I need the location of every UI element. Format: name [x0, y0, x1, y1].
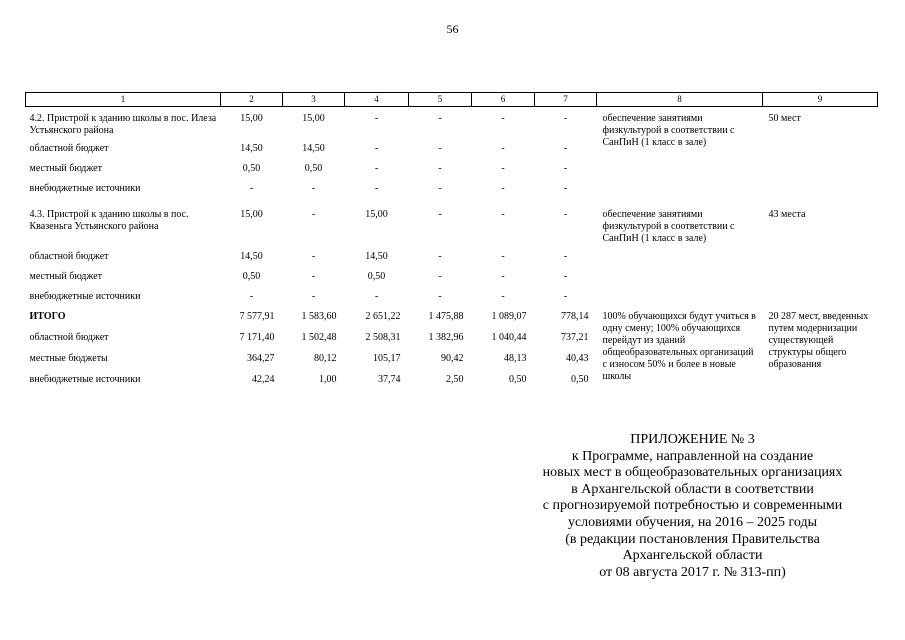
value-cell: 2 651,22	[365, 311, 401, 322]
value-cell: 7 577,91	[239, 311, 275, 322]
appendix-line: (в редакции постановления Правительства	[565, 531, 820, 547]
total-label: ИТОГО	[29, 311, 66, 322]
value-cell: 14,50	[240, 143, 263, 154]
row-label: внебюджетные источники	[29, 183, 141, 194]
result-indicator: 43 места	[768, 209, 806, 220]
value-cell: -	[563, 209, 568, 220]
result-description: обеспечение занятиями физкультурой в соответствии с СанПиН (1 класс в зале)	[602, 113, 735, 148]
value-cell: -	[501, 209, 505, 220]
value-cell: -	[438, 271, 442, 282]
value-cell: 14,50	[302, 143, 325, 154]
header-cell: 4	[345, 93, 409, 107]
appendix-line: в Архангельской области в соответствии	[571, 481, 814, 497]
value-cell: -	[374, 183, 379, 194]
value-cell: -	[438, 113, 442, 124]
value-cell: -	[311, 251, 316, 262]
value-cell: 15,00	[302, 113, 325, 124]
value-cell: 15,00	[240, 113, 263, 124]
value-cell: 42,24	[252, 374, 275, 385]
value-cell: -	[501, 251, 505, 262]
value-cell: -	[438, 163, 442, 174]
row-label: областной бюджет	[29, 251, 109, 262]
value-cell: 15,00	[365, 209, 388, 220]
value-cell: 1 382,96	[428, 332, 464, 343]
row-label: областной бюджет	[29, 143, 109, 154]
value-cell: -	[311, 183, 316, 194]
value-cell: -	[563, 113, 568, 124]
value-cell: 14,50	[240, 251, 263, 262]
value-cell: 1,00	[319, 374, 337, 385]
header-cell: 9	[763, 93, 878, 107]
value-cell: -	[501, 271, 505, 282]
row-label: 4.3. Пристрой к зданию школы в пос. Квазеньга Устьянского района	[29, 209, 189, 232]
header-cell: 3	[283, 93, 345, 107]
value-cell: 48,13	[504, 353, 527, 364]
value-cell: -	[438, 209, 442, 220]
value-cell: -	[501, 163, 505, 174]
value-cell: -	[438, 143, 442, 154]
value-cell: -	[438, 291, 442, 302]
appendix-line: к Программе, направленной на создание	[571, 448, 814, 464]
header-cell: 1	[26, 93, 221, 107]
value-cell: 0,50	[367, 271, 386, 282]
row-label: внебюджетные источники	[29, 291, 141, 302]
value-cell: -	[563, 291, 568, 302]
result-description: обеспечение занятиями физкультурой в соответствии с СанПиН (1 класс в зале)	[602, 209, 735, 244]
table-header-row	[26, 93, 878, 107]
value-cell: -	[249, 291, 254, 302]
value-cell: 1 089,07	[491, 311, 527, 322]
header-cell: 5	[409, 93, 472, 107]
appendix-line: от 08 августа 2017 г. № 313-пп)	[599, 564, 786, 580]
value-cell: -	[501, 113, 505, 124]
value-cell: 0,50	[304, 163, 323, 174]
value-cell: 1 040,44	[491, 332, 527, 343]
value-cell: 0,50	[509, 374, 527, 385]
result-description: 100% обучающихся будут учиться в одну смену; 100% обучающихся перейдут из зданий общеобразовательных организаций с износом 50% и более в новые школы	[602, 311, 756, 382]
page-number: 56	[446, 22, 459, 36]
value-cell: 1 475,88	[428, 311, 464, 322]
value-cell: 80,12	[314, 353, 337, 364]
value-cell: -	[438, 183, 442, 194]
row-label: 4.2. Пристрой к зданию школы в пос. Илеза Устьянского района	[29, 113, 217, 136]
value-cell: 105,17	[373, 353, 401, 364]
value-cell: 37,74	[378, 374, 401, 385]
value-cell: 364,27	[247, 353, 275, 364]
value-cell: -	[563, 251, 568, 262]
header-cell: 7	[535, 93, 597, 107]
value-cell: 778,14	[561, 311, 589, 322]
value-cell: 0,50	[242, 163, 261, 174]
row-label: внебюджетные источники	[29, 374, 141, 385]
value-cell: 2 508,31	[365, 332, 401, 343]
value-cell: -	[311, 209, 316, 220]
value-cell: -	[374, 163, 379, 174]
value-cell: 0,50	[242, 271, 261, 282]
value-cell: -	[311, 271, 316, 282]
value-cell: 15,00	[240, 209, 263, 220]
header-cell: 8	[597, 93, 763, 107]
row-label: областной бюджет	[29, 332, 109, 343]
result-indicator: 20 287 мест, введенных путем модернизации существующей структуры общего образования	[768, 311, 869, 370]
row-label: местный бюджет	[29, 163, 102, 174]
value-cell: 2,50	[446, 374, 464, 385]
header-cell: 6	[472, 93, 535, 107]
program-table	[25, 92, 877, 410]
value-cell: -	[563, 183, 568, 194]
value-cell: -	[501, 143, 505, 154]
value-cell: -	[374, 113, 379, 124]
value-cell: 737,21	[561, 332, 589, 343]
value-cell: -	[563, 163, 568, 174]
value-cell: -	[501, 291, 505, 302]
appendix-line: условиями обучения, на 2016 – 2025 годы	[567, 514, 818, 530]
value-cell: 1 502,48	[301, 332, 337, 343]
appendix-heading	[510, 432, 875, 581]
value-cell: 1 583,60	[301, 311, 337, 322]
value-cell: 90,42	[441, 353, 464, 364]
appendix-line: с прогнозируемой потребностью и современными	[542, 498, 843, 514]
value-cell: -	[438, 251, 442, 262]
value-cell: -	[563, 143, 568, 154]
table-row	[26, 113, 878, 143]
result-indicator: 50 мест	[768, 113, 801, 124]
value-cell: -	[501, 183, 505, 194]
table-row	[26, 209, 878, 251]
value-cell: -	[249, 183, 254, 194]
appendix-line: Архангельской области	[622, 548, 763, 564]
value-cell: -	[374, 291, 379, 302]
header-cell: 2	[221, 93, 283, 107]
value-cell: -	[374, 143, 379, 154]
value-cell: -	[563, 271, 568, 282]
value-cell: -	[311, 291, 316, 302]
row-label: местные бюджеты	[29, 353, 108, 364]
value-cell: 40,43	[566, 353, 589, 364]
appendix-line: новых мест в общеобразовательных организациях	[542, 465, 843, 481]
row-label: местный бюджет	[29, 271, 102, 282]
value-cell: 7 171,40	[239, 332, 275, 343]
value-cell: 14,50	[365, 251, 388, 262]
appendix-title: ПРИЛОЖЕНИЕ № 3	[630, 432, 755, 447]
table-row	[26, 311, 878, 332]
value-cell: 0,50	[571, 374, 589, 385]
